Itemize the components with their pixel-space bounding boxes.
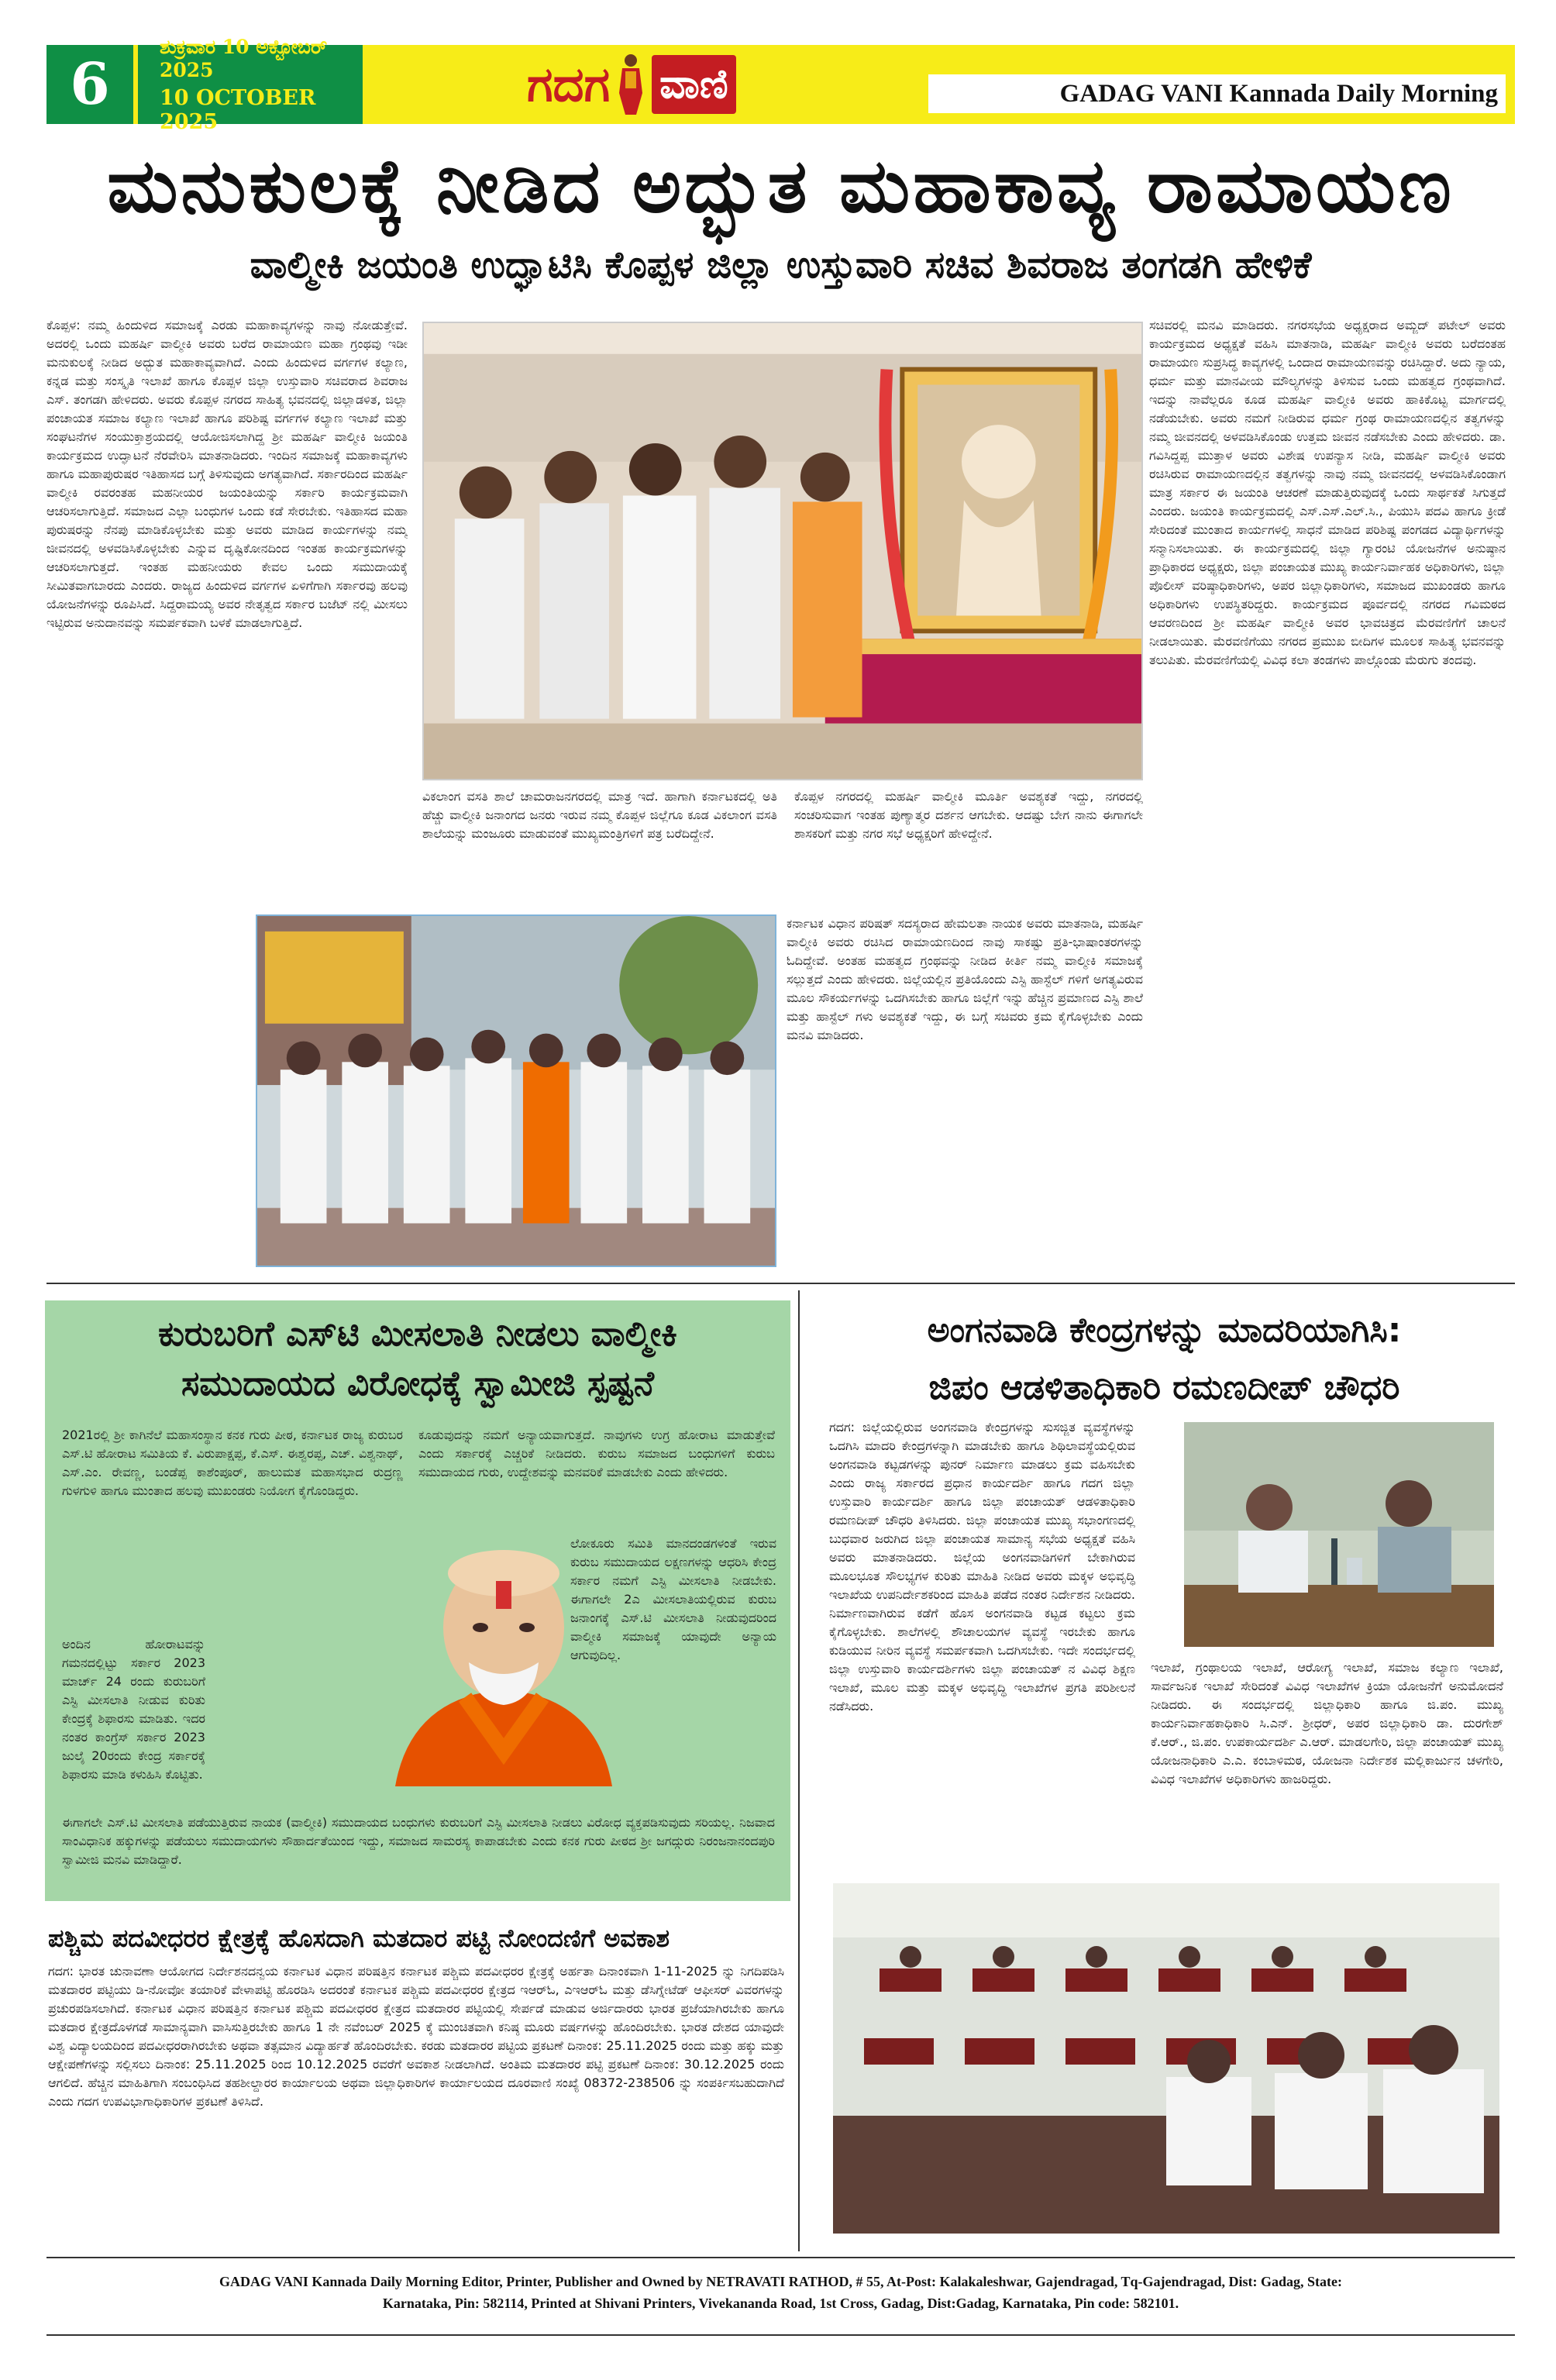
date-english: 10 OCTOBER 2025: [160, 85, 316, 134]
date-kannada: ಶುಕ್ರವಾರ 10 ಅಕ್ಟೋಬರ್ 2025: [160, 35, 328, 81]
logo-vani-text: ವಾಣಿ: [652, 55, 736, 114]
lead-column-5: [787, 914, 1143, 1271]
st-body-2: ಕೂಡುವುದನ್ನು ನಮಗೆ ಅನ್ಯಾಯವಾಗುತ್ತದೆ. ನಾವುಗಳು ಉಗ್ರ ಹೋರಾಟ ಮಾಡುತ್ತೇವೆ ಎಂದು ಸರ್ಕಾರಕ್ಕೆ ಎಚ್ಚರಿಕೆ ನೀಡಿದರು. ಕುರುಬ ಸಮಾಜದ ಬಂಧುಗಳಿಗೆ ಕುರುಬ ಸಮುದಾಯದ ಗುರು, ಉದ್ದೇಶವನ್ನು ಮನವರಿಕೆ ಮಾಡಬೇಕು ಎಂದು ಹೇಳಿದರು.: [418, 1428, 775, 1479]
lead-column-3-text: ಕೊಪ್ಪಳ ನಗರದಲ್ಲಿ ಮಹರ್ಷಿ ವಾಲ್ಮೀಕಿ ಮೂರ್ತಿ ಅವಶ್ಯಕತೆ ಇದ್ದು, ನಗರದಲ್ಲಿ ಸಂಚರಿಸುವಾಗ ಇಂತಹ ಪುಣ್ಯಾತ್ಮರ ದರ್ಶನ ಆಗಬೇಕು. ಆದಷ್ಟು ಬೇಗ ನಾನು ಈಗಾಗಲೇ ಶಾಸಕರಿಗೆ ಮತ್ತು ನಗರ ಸಭೆ ಅಧ್ಯಕ್ಷರಿಗೆ ಹೇಳಿದ್ದೇನೆ.: [794, 789, 1143, 841]
voter-list-headline: ಪಶ್ಚಿಮ ಪದವೀಧರರ ಕ್ಷೇತ್ರಕ್ಕೆ ಹೊಸದಾಗಿ ಮತದಾರ ಪಟ್ಟಿ ನೋಂದಣಿಗೆ ಅವಕಾಶ: [48, 1924, 670, 1953]
horseman-figure-icon: [613, 53, 649, 116]
anganwadi-body-1: ಗದಗ: ಜಿಲ್ಲೆಯಲ್ಲಿರುವ ಅಂಗನವಾಡಿ ಕೇಂದ್ರಗಳನ್ನು ಸುಸಜ್ಜಿತ ವ್ಯವಸ್ಥೆಗಳನ್ನು ಒದಗಿಸಿ ಮಾದರಿ ಕೇಂದ್ರಗಳನ್ನಾಗಿ ಮಾಡಬೇಕು ಹಾಗೂ ಶಿಥಿಲಾವಸ್ಥೆಯಲ್ಲಿರುವ ಅಂಗನವಾಡಿ ಕಟ್ಟಡಗಳನ್ನು ಪುನರ್ ನಿರ್ಮಾಣ ಮಾಡಲು ಕ್ರಮ ವಹಿಸಬೇಕು ಎಂದು ರಾಜ್ಯ ಸರ್ಕಾರದ ಪ್ರಧಾನ ಕಾರ್ಯದರ್ಶಿ ಹಾಗೂ ಗದಗ ಜಿಲ್ಲಾ ಉಸ್ತುವಾರಿ ಕಾರ್ಯದರ್ಶಿ ಹಾಗೂ ಜಿಲ್ಲಾ ಪಂಚಾಯತ್ ಆಡಳಿತಾಧಿಕಾರಿ ರಮಣದೀಪ್ ಚೌಧರಿ ತಿಳಿಸಿದರು. ಜಿಲ್ಲಾ ಪಂಚಾಯತ ಮುಖ್ಯ ಸಭಾಂಗಣದಲ್ಲಿ ಬುಧವಾರ ಜರುಗಿದ ಜಿಲ್ಲಾ ಪಂಚಾಯತ ಸಾಮಾನ್ಯ ಸಭೆಯ ಅಧ್ಯಕ್ಷತೆ ವಹಿಸಿ ಅವರು ಮಾತನಾಡಿದರು. ಜಿಲ್ಲೆಯ ಅಂಗನವಾಡಿಗಳಿಗೆ ಬೇಕಾಗಿರುವ ಮೂಲಭೂತ ಸೌಲಭ್ಯಗಳ ಕುರಿತು ಮಾಹಿತಿ ನೀಡಿದ ಅವರು ಮಕ್ಕಳ ಅಭಿವೃದ್ಧಿ ಇಲಾಖೆಯ ಉಪನಿರ್ದೇಶಕರಿಂದ ಮಾಹಿತಿ ಪಡೆದ ನಂತರ ನಿರ್ದೇಶನ ನೀಡಿದರು. ನಿರ್ಮಾಣವಾಗಿರುವ ಕಡೆಗೆ ಹೊಸ ಅಂಗನವಾಡಿ ಕಟ್ಟಡ ಕಟ್ಟಲು ಕ್ರಮ ಕೈಗೊಳ್ಳಬೇಕು. ಶಾಲೆಗಳಲ್ಲಿ ಶೌಚಾಲಯಗಳ ವ್ಯವಸ್ಥೆ ಇರಬೇಕು ಹಾಗೂ ಕುಡಿಯುವ ನೀರಿನ ವ್ಯವಸ್ಥೆ ಸಮರ್ಪಕವಾಗಿ ಒದಗಿಸಬೇಕು. ಇದೇ ಸಂದರ್ಭದಲ್ಲಿ ಜಿಲ್ಲಾ ಉಸ್ತುವಾರಿ ಕಾರ್ಯದರ್ಶಿಗಳು ಜಿಲ್ಲಾ ಪಂಚಾಯತ್ ನ ವಿವಿಧ ಶಿಕ್ಷಣ ಇಲಾಖೆ, ಮೂಲ ಮತ್ತು ಮಕ್ಕಳ ಅಭಿವೃದ್ಧಿ ಇಲಾಖೆಗಳ ಪ್ರಗತಿ ಪರಿಶೀಲನೆ ನಡೆಸಿದರು.: [829, 1420, 1135, 1714]
st-body-1: 2021ರಲ್ಲಿ ಶ್ರೀ ಕಾಗಿನೆಲೆ ಮಹಾಸಂಸ್ಥಾನ ಕನಕ ಗುರು ಪೀಠ, ಕರ್ನಾಟಕ ರಾಜ್ಯ ಕುರುಬರ ಎಸ್.ಟಿ ಹೋರಾಟ ಸಮಿತಿಯ ಕೆ. ವಿರುಪಾಕ್ಷಪ್ಪ, ಕೆ.ಎಸ್. ಈಶ್ವರಪ್ಪ, ಎಚ್. ವಿಶ್ವನಾಥ್, ಎಸ್.ಎಂ. ರೇವಣ್ಣ, ಬಂಡೆಪ್ಪ ಕಾಶೆಂಪೂರ್, ಹಾಲುಮತ ಮಹಾಸಭಾದ ರುದ್ರಣ್ಣ ಗುಳಗುಳಿ ಹಾಗೂ ಮುಂತಾದ ಹಲವು ಮುಖಂಡರು ನಿಯೋಗ ಕೈಗೊಂಡಿದ್ದರು.: [62, 1428, 403, 1498]
st-headline-line-1: ಕುರುಬರಿಗೆ ಎಸ್‌ಟಿ ಮೀಸಲಾತಿ ನೀಡಲು ವಾಲ್ಮೀಕಿ: [158, 1314, 677, 1354]
newspaper-logo: [527, 46, 806, 122]
lead-column-3: [794, 787, 1143, 913]
column-divider: [798, 1290, 800, 2251]
date-box: [138, 35, 363, 134]
officials-meeting-photo: [1184, 1422, 1494, 1647]
lead-column-1: [46, 316, 408, 913]
lead-column-2: [422, 787, 777, 913]
imprint-line-2: Karnataka, Pin: 582114, Printed at Shivani Printers, Vivekananda Road, 1st Cross, Gadag, Dist:Gadag, Karnataka, Pin code: 582101.: [382, 2296, 1179, 2311]
paper-name: GADAG VANI Kannada Daily Morning: [928, 74, 1506, 113]
lead-column-4-text: ಸಚಿವರಲ್ಲಿ ಮನವಿ ಮಾಡಿದರು. ನಗರಸಭೆಯ ಅಧ್ಯಕ್ಷರಾದ ಅಮ್ಜದ್ ಪಟೇಲ್ ಅವರು ಕಾರ್ಯಕ್ರಮದ ಅಧ್ಯಕ್ಷತೆ ವಹಿಸಿ ಮಾತನಾಡಿ, ಮಹರ್ಷಿ ವಾಲ್ಮೀಕಿ ಅವರು ಬರೆದಂತಹ ರಾಮಾಯಣ ಸುಪ್ರಸಿದ್ಧ ಕಾವ್ಯಗಳಲ್ಲಿ ಒಂದಾದ ರಾಮಾಯಣವನ್ನು ರಚಿಸಿದ್ದಾರೆ. ಅದು ನ್ಯಾಯ, ಧರ್ಮ ಮತ್ತು ಮಾನವೀಯ ಮೌಲ್ಯಗಳನ್ನು ತಿಳಿಸುವ ಒಂದು ಮಹತ್ವದ ಗ್ರಂಥವಾಗಿದೆ. ಇದನ್ನು ನಾವೆಲ್ಲರೂ ಕೂಡ ಮಹರ್ಷಿ ವಾಲ್ಮೀಕಿ ಅವರು ಹಾಕಿಕೊಟ್ಟ ಮಾರ್ಗದಲ್ಲಿ ನಡೆಯಬೇಕು. ಅವರು ನಮಗೆ ನೀಡಿರುವ ಧರ್ಮ ಗ್ರಂಥ ರಾಮಾಯಣದಲ್ಲಿನ ತತ್ವಗಳನ್ನು ನಮ್ಮ ಜೀವನದಲ್ಲಿ ಅಳವಡಿಸಿಕೊಂಡು ಉತ್ತಮ ಜೀವನ ನಡೆಸಬೇಕು ಎಂದು ಹೇಳಿದರು. ಡಾ. ಗವಿಸಿದ್ದಪ್ಪ ಮುತ್ತಾಳ ಅವರು ವಿಶೇಷ ಉಪನ್ಯಾಸ ನೀಡಿ, ಮಹರ್ಷಿ ವಾಲ್ಮೀಕಿ ಅವರು ರಚಿಸಿರುವ ರಾಮಾಯಣದಲ್ಲಿನ ತತ್ವಗಳನ್ನು ನಾವು ನಮ್ಮ ಜೀವನದಲ್ಲಿ ಅಳವಡಿಸಿಕೊಂಡಾಗ ಮಾತ್ರ ಸರ್ಕಾರ ಈ ಜಯಂತಿ ಆಚರಣೆ ಮಾಡುತ್ತಿರುವುದಕ್ಕೆ ಒಂದು ಸಾರ್ಥಕತೆ ಸಿಗುತ್ತದೆ ಎಂದರು. ಜಯಂತಿ ಕಾರ್ಯಕ್ರಮದಲ್ಲಿ ಎಸ್.ಎಸ್.ಎಲ್.ಸಿ., ಪಿಯುಸಿ ಪದವಿ ಹಾಗೂ ಕ್ರೀಡೆ ಸೇರಿದಂತೆ ಮುಂತಾದ ಕಾರ್ಯಗಳಲ್ಲಿ ಸಾಧನೆ ಮಾಡಿದ ಪರಿಶಿಷ್ಟ ಪಂಗಡದ ವಿದ್ಯಾರ್ಥಿಗಳನ್ನು ಸನ್ಮಾನಿಸಲಾಯಿತು. ಈ ಕಾರ್ಯಕ್ರಮದಲ್ಲಿ ಜಿಲ್ಲಾ ಗ್ಯಾರಂಟಿ ಯೋಜನೆಗಳ ಅನುಷ್ಠಾನ ಪ್ರಾಧಿಕಾರದ ಅಧ್ಯಕ್ಷರು, ಜಿಲ್ಲಾ ಪಂಚಾಯತ ಮುಖ್ಯ ಕಾರ್ಯನಿರ್ವಾಹಕ ಅಧಿಕಾರಿಗಳು, ಜಿಲ್ಲಾ ಪೊಲೀಸ್ ವರಿಷ್ಠಾಧಿಕಾರಿಗಳು, ಅಪರ ಜಿಲ್ಲಾಧಿಕಾರಿಗಳು, ಸಮಾಜದ ಮುಖಂಡರು ಹಾಗೂ ಅಧಿಕಾರಿಗಳು ಉಪಸ್ಥಿತರಿದ್ದರು. ಕಾರ್ಯಕ್ರಮದ ಪೂರ್ವದಲ್ಲಿ ನಗರದ ಗವಿಮಠದ ಆವರಣದಿಂದ ಶ್ರೀ ಮಹರ್ಷಿ ವಾಲ್ಮೀಕಿ ಅವರ ಭಾವಚಿತ್ರದ ಮೆರವಣಿಗೆಗೆ ಚಾಲನೆ ನೀಡಲಾಯಿತು. ಮೆರವಣಿಗೆಯು ನಗರದ ಪ್ರಮುಖ ಬೀದಿಗಳ ಮೂಲಕ ಸಾಹಿತ್ಯ ಭವನವನ್ನು ತಲುಪಿತು. ಮೆರವಣಿಗೆಯಲ್ಲಿ ವಿವಿಧ ಕಲಾ ತಂಡಗಳು ಪಾಲ್ಗೊಂಡು ಮೆರುಗು ತಂದವು.: [1149, 318, 1506, 667]
anganwadi-headline-line-1: ಅಂಗನವಾಡಿ ಕೇಂದ್ರಗಳನ್ನು ಮಾದರಿಯಾಗಿಸಿ:: [927, 1311, 1402, 1350]
lead-subheadline: ವಾಲ್ಮೀಕಿ ಜಯಂತಿ ಉದ್ಘಾಟಿಸಿ ಕೊಪ್ಪಳ ಜಿಲ್ಲಾ ಉಸ್ತುವಾರಿ ಸಚಿವ ಶಿವರಾಜ ತಂಗಡಗಿ ಹೇಳಿಕೆ: [250, 243, 1312, 287]
anganwadi-body-2: ಇಲಾಖೆ, ಗ್ರಂಥಾಲಯ ಇಲಾಖೆ, ಆರೋಗ್ಯ ಇಲಾಖೆ, ಸಮಾಜ ಕಲ್ಯಾಣ ಇಲಾಖೆ, ಸಾರ್ವಜನಿಕ ಇಲಾಖೆ ಸೇರಿದಂತೆ ವಿವಿಧ ಇಲಾಖೆಗಳ ಕ್ರಿಯಾ ಯೋಜನೆಗೆ ಅನುಮೋದನೆ ನೀಡಿದರು. ಈ ಸಂದರ್ಭದಲ್ಲಿ ಜಿಲ್ಲಾಧಿಕಾರಿ ಹಾಗೂ ಜಿ.ಪಂ. ಮುಖ್ಯ ಕಾರ್ಯನಿರ್ವಾಹಕಾಧಿಕಾರಿ ಸಿ.ಎನ್. ಶ್ರೀಧರ್, ಅಪರ ಜಿಲ್ಲಾಧಿಕಾರಿ ಡಾ. ದುರಗೇಶ್ ಕೆ.ಆರ್., ಜಿ.ಪಂ. ಉಪಕಾರ್ಯದರ್ಶಿ ಎ.ಆರ್. ಮಾಡಲಗೇರಿ, ಜಿಲ್ಲಾ ಪಂಚಾಯತ್ ಮುಖ್ಯ ಯೋಜನಾಧಿಕಾರಿ ಎ.ಎ. ಕಂಬಾಳಿಮಠ, ಯೋಜನಾ ನಿರ್ದೇಶಕ ಮಲ್ಲಿಕಾರ್ಜುನ ಚಳಗೇರಿ, ವಿವಿಧ ಇಲಾಖೆಗಳ ಅಧಿಕಾರಿಗಳು ಹಾಜರಿದ್ದರು.: [1151, 1660, 1503, 1786]
st-body-4: ಲೋಕೂರು ಸಮಿತಿ ಮಾನದಂಡಗಳಂತೆ ಇರುವ ಕುರುಬ ಸಮುದಾಯದ ಲಕ್ಷಣಗಳನ್ನು ಆಧರಿಸಿ ಕೇಂದ್ರ ಸರ್ಕಾರ ನಮಗೆ ಎಸ್ಟಿ ಮೀಸಲಾತಿ ನೀಡಬೇಕು. ಈಗಾಗಲೇ 2ಎ ಮೀಸಲಾತಿಯಲ್ಲಿರುವ ಕುರುಬ ಜನಾಂಗಕ್ಕೆ ಎಸ್.ಟಿ ಮೀಸಲಾತಿ ನೀಡುವುದರಿಂದ ವಾಲ್ಮೀಕಿ ಸಮಾಜಕ್ಕೆ ಯಾವುದೇ ಅನ್ಯಾಯ ಆಗುವುದಿಲ್ಲ.: [570, 1536, 776, 1662]
valmiki-portrait-photo: [422, 322, 1143, 780]
st-reservation-headline: [45, 1310, 790, 1409]
anganwadi-headline-line-2: ಜಿಪಂ ಆಡಳಿತಾಧಿಕಾರಿ ರಮಣದೀಪ್ ಚೌಧರಿ: [928, 1368, 1400, 1407]
st-headline-line-2: ಸಮುದಾಯದ ವಿರೋಧಕ್ಕೆ ಸ್ವಾಮೀಜಿ ಸ್ಪಷ್ಟನೆ: [181, 1364, 655, 1404]
footer-divider-bottom: [46, 2334, 1515, 2336]
lead-column-5-text: ಕರ್ನಾಟಕ ವಿಧಾನ ಪರಿಷತ್ ಸದಸ್ಯರಾದ ಹೇಮಲತಾ ನಾಯಕ ಅವರು ಮಾತನಾಡಿ, ಮಹರ್ಷಿ ವಾಲ್ಮೀಕಿ ಅವರು ರಚಿಸಿದ ರಾಮಾಯಣದಿಂದ ನಾವು ಸಾಕಷ್ಟು ಪ್ರತಿ-ಭಾಷಾಂತರಗಳನ್ನು ಓದಿದ್ದೇವೆ. ಅಂತಹ ಮಹತ್ವದ ಗ್ರಂಥವನ್ನು ನೀಡಿದ ಕೀರ್ತಿ ನಮ್ಮ ವಾಲ್ಮೀಕಿ ಸಮಾಜಕ್ಕೆ ಸಲ್ಲುತ್ತದೆ ಎಂದು ಹೇಳಿದರು. ಜಿಲ್ಲೆಯಲ್ಲಿನ ಪ್ರತಿಯೊಂದು ಎಸ್ಟಿ ಹಾಸ್ಟೆಲ್ ಗಳಿಗೆ ಅಗತ್ಯವಿರುವ ಮೂಲ ಸೌಕರ್ಯಗಳನ್ನು ಒದಗಿಸಬೇಕು ಹಾಗೂ ಜಿಲ್ಲೆಗೆ ಇನ್ನು ಹೆಚ್ಚಿನ ಪ್ರಮಾಣದ ಎಸ್ಟಿ ಶಾಲೆ ಮತ್ತು ಹಾಸ್ಟೆಲ್ ಗಳು ಅವಶ್ಯಕತೆ ಇದ್ದು, ಈ ಬಗ್ಗೆ ಸಚಿವರು ಕ್ರಮ ಕೈಗೊಳ್ಳಬೇಕು ಎಂದು ಮನವಿ ಮಾಡಿದರು.: [787, 916, 1143, 1042]
lead-column-4: [1149, 316, 1506, 1271]
imprint-footer: [46, 2271, 1515, 2314]
page-number: 6: [46, 45, 133, 124]
voter-list-body: ಗದಗ: ಭಾರತ ಚುನಾವಣಾ ಆಯೋಗದ ನಿರ್ದೇಶನದನ್ವಯ ಕರ್ನಾಟಕ ವಿಧಾನ ಪರಿಷತ್ತಿನ ಕರ್ನಾಟಕ ಪಶ್ಚಿಮ ಪದವೀಧರರ ಕ್ಷೇತ್ರಕ್ಕೆ ಅರ್ಹತಾ ದಿನಾಂಕವಾಗಿ 1-11-2025 ನ್ನು ನಿಗದಿಪಡಿಸಿ ಮತದಾರರ ಪಟ್ಟಿಯು ಡಿ-ನೋವೋ ತಯಾರಿಕೆ ವೇಳಾಪಟ್ಟಿ ಹೊರಡಿಸಿ ಅದರಂತೆ ಕರ್ನಾಟಕ ಪಶ್ಚಿಮ ಪದವೀಧರರ ಕ್ಷೇತ್ರದ ಇಆರ್‌ಓ, ಎಇಆರ್‌ಓ ಮತ್ತು ಡೆಸಿಗ್ನೇಟೆಡ್ ಆಫೀಸರ್ ವಿವರಗಳನ್ನು ಪ್ರಚುರಪಡಿಸಲಾಗಿದೆ. ಕರ್ನಾಟಕ ವಿಧಾನ ಪರಿಷತ್ತಿನ ಕರ್ನಾಟಕ ಪಶ್ಚಿಮ ಪದವೀಧರರ ಕ್ಷೇತ್ರದ ಮತದಾರರ ಪಟ್ಟಿಯಲ್ಲಿ ಸೇರ್ಪಡೆ ಮಾಡುವ ಅರ್ಜಿದಾರರು ಭಾರತ ಪ್ರಜೆಯಾಗಿರಬೇಕು ಹಾಗೂ ಮತದಾರ ಕ್ಷೇತ್ರದೊಳಗಡೆ ಸಾಮಾನ್ಯವಾಗಿ ವಾಸಿಸುತ್ತಿರಬೇಕು ಹಾಗೂ 1 ನೇ ನವೆಂಬರ್ 2025 ಕ್ಕೆ ಮುಂಚಿತವಾಗಿ ಕನಿಷ್ಠ ಮೂರು ವರ್ಷಗಳನ್ನು ಹೊಂದಿರಬೇಕು. ಭಾರತ ದೇಶದ ಯಾವುದೇ ವಿಶ್ವ ವಿದ್ಯಾಲಯದಿಂದ ಪದವೀಧರರಾಗಿರಬೇಕು ಅಥವಾ ತತ್ಸಮಾನ ವಿದ್ಯಾರ್ಹತೆ ಹೊಂದಿರಬೇಕು. ಕರಡು ಮತದಾರರ ಪಟ್ಟಿಯ ಪ್ರಕಟಣೆ ದಿನಾಂಕ: 25.11.2025 ರಂದು ಮತ್ತು ಹಕ್ಕು ಮತ್ತು ಆಕ್ಷೇಪಣೆಗಳನ್ನು ಸಲ್ಲಿಸಲು ದಿನಾಂಕ: 25.11.2025 ರಿಂದ 10.12.2025 ರವರೆಗೆ ಅವಕಾಶ ನೀಡಲಾಗಿದೆ. ಅಂತಿಮ ಮತದಾರರ ಪಟ್ಟಿ ಪ್ರಕಟಣೆ ದಿನಾಂಕ: 30.12.2025 ರಂದು ಆಗಲಿದೆ. ಹೆಚ್ಚಿನ ಮಾಹಿತಿಗಾಗಿ ಸಂಬಂಧಿಸಿದ ತಹಶೀಲ್ದಾರರ ಕಾರ್ಯಾಲಯ ಅಥವಾ ಜಿಲ್ಲಾಧಿಕಾರಿಗಳ ಕಾರ್ಯಾಲಯದ ದೂರವಾಣಿ ಸಂಖ್ಯೆ 08372-238506 ನ್ನು ಸಂಪರ್ಕಿಸಬಹುದಾಗಿದೆ ಎಂದು ಗದಗ ಉಪವಿಭಾಗಾಧಿಕಾರಿಗಳ ಪ್ರಕಟಣೆ ತಿಳಿಸಿದೆ.: [48, 1964, 784, 2109]
imprint-line-1: GADAG VANI Kannada Daily Morning Editor, Printer, Publisher and Owned by NETRAVATI RATHOD, # 55, At-Post: Kalakaleshwar, Gajendragad, Tq-Gajendragad, Dist: Gadag, State:: [219, 2274, 1343, 2289]
lead-headline: ಮನುಕುಲಕ್ಕೆ ನೀಡಿದ ಅದ್ಭುತ ಮಹಾಕಾವ್ಯ ರಾಮಾಯಣ: [107, 143, 1454, 229]
zp-meeting-hall-photo: [833, 1883, 1499, 2234]
procession-group-photo: [256, 914, 776, 1267]
st-body-5: ಈಗಾಗಲೇ ಎಸ್.ಟಿ ಮೀಸಲಾತಿ ಪಡೆಯುತ್ತಿರುವ ನಾಯಕ (ವಾಲ್ಮೀಕಿ) ಸಮುದಾಯದ ಬಂಧುಗಳು ಕುರುಬರಿಗೆ ಎಸ್ಟಿ ಮೀಸಲಾತಿ ನೀಡಲು ವಿರೋಧ ವ್ಯಕ್ತಪಡಿಸುವುದು ಸರಿಯಲ್ಲ. ನಿಜವಾದ ಸಾಂವಿಧಾನಿಕ ಹಕ್ಕುಗಳನ್ನು ಪಡೆಯಲು ಸಮುದಾಯಗಳು ಸೌಹಾರ್ದತೆಯಿಂದ ಇದ್ದು, ಸಮಾಜದ ಸಾಮರಸ್ಯ ಕಾಪಾಡಬೇಕು ಎಂದು ಕನಕ ಗುರು ಪೀಠದ ಶ್ರೀ ಜಗದ್ಗುರು ನಿರಂಜನಾನಂದಪುರಿ ಸ್ವಾಮೀಜಿ ಮನವಿ ಮಾಡಿದ್ದಾರೆ.: [62, 1815, 775, 1867]
footer-divider-top: [46, 2257, 1515, 2258]
logo-gadaga-text: ಗದಗ: [527, 56, 611, 112]
lead-column-2-text: ವಿಕಲಾಂಗ ವಸತಿ ಶಾಲೆ ಚಾಮರಾಜನಗರದಲ್ಲಿ ಮಾತ್ರ ಇದೆ. ಹಾಗಾಗಿ ಕರ್ನಾಟಕದಲ್ಲಿ ಅತಿ ಹೆಚ್ಚು ವಾಲ್ಮೀಕಿ ಜನಾಂಗದ ಜನರು ಇರುವ ನಮ್ಮ ಕೊಪ್ಪಳ ಜಿಲ್ಲೆಗೂ ಕೂಡ ವಿಕಲಾಂಗ ವಸತಿ ಶಾಲೆಯನ್ನು ಮಂಜೂರು ಮಾಡುವಂತೆ ಮುಖ್ಯಮಂತ್ರಿಗಳಿಗೆ ಪತ್ರ ಬರೆದಿದ್ದೇನೆ.: [422, 789, 777, 841]
lead-column-1-text: ಕೊಪ್ಪಳ: ನಮ್ಮ ಹಿಂದುಳಿದ ಸಮಾಜಕ್ಕೆ ಎರಡು ಮಹಾಕಾವ್ಯಗಳನ್ನು ನಾವು ನೋಡುತ್ತೇವೆ. ಅದರಲ್ಲಿ ಒಂದು ಮಹರ್ಷಿ ವಾಲ್ಮೀಕಿ ಅವರು ಬರೆದ ರಾಮಾಯಣ ಮಹಾ ಗ್ರಂಥವು ಇಡೀ ಮನುಕುಲಕ್ಕೆ ನೀಡಿದ ಅದ್ಭುತ ಮಹಾಕಾವ್ಯವಾಗಿದೆ. ಎಂದು ಹಿಂದುಳಿದ ವರ್ಗಗಳ ಕಲ್ಯಾಣ, ಕನ್ನಡ ಮತ್ತು ಸಂಸ್ಕೃತಿ ಇಲಾಖೆ ಹಾಗೂ ಕೊಪ್ಪಳ ಜಿಲ್ಲಾ ಉಸ್ತುವಾರಿ ಸಚಿವರಾದ ಶಿವರಾಜ ಎಸ್. ತಂಗಡಗಿ ಹೇಳಿದರು. ಅವರು ಕೊಪ್ಪಳ ನಗರದ ಸಾಹಿತ್ಯ ಭವನದಲ್ಲಿ ಜಿಲ್ಲಾಡಳಿತ, ಜಿಲ್ಲಾ ಪಂಚಾಯತ ಸಮಾಜ ಕಲ್ಯಾಣ ಇಲಾಖೆ ಹಾಗೂ ಪರಿಶಿಷ್ಟ ವರ್ಗಗಳ ಕಲ್ಯಾಣ ಇಲಾಖೆ ಮತ್ತು ಸಂಘಟನೆಗಳ ಸಂಯುಕ್ತಾಶ್ರಯದಲ್ಲಿ ಆಯೋಜಿಸಲಾಗಿದ್ದ ಶ್ರೀ ಮಹರ್ಷಿ ವಾಲ್ಮೀಕಿ ಜಯಂತಿ ಕಾರ್ಯಕ್ರಮದ ಉದ್ಘಾಟನೆ ನೆರವೇರಿಸಿ ಮಾತನಾಡಿದರು. ಇಂದಿನ ಸಮಾಜಕ್ಕೆ ಮಹಾಕಾವ್ಯಗಳು ಹಾಗೂ ಮಹಾಪುರುಷರ ಇತಿಹಾಸದ ಬಗ್ಗೆ ತಿಳಿಸುವುದು ಅಗತ್ಯವಾಗಿದೆ. ಸರ್ಕಾರದಿಂದ ಮಹರ್ಷಿ ವಾಲ್ಮೀಕಿ ರವರಂತಹ ಮಹನೀಯರ ಜಯಂತಿಯನ್ನು ಸರ್ಕಾರಿ ಕಾರ್ಯಕ್ರಮವಾಗಿ ಆಚರಿಸಲಾಗುತ್ತಿದೆ. ಸಮಾಜದ ಎಲ್ಲಾ ಬಂಧುಗಳ ಒಂದು ಕಡೆ ಸೇರಬೇಕು. ಇತಿಹಾಸದ ಮಹಾ ಪುರುಷರನ್ನು ನೆನಪು ಮಾಡಿಕೊಳ್ಳಬೇಕು ಮತ್ತು ಅವರು ಮಾಡಿದ ಕಾರ್ಯಗಳನ್ನು ನಮ್ಮ ಜೀವನದಲ್ಲಿ ಅಳವಡಿಸಿಕೊಳ್ಳಬೇಕು ಎನ್ನುವ ದೃಷ್ಟಿಕೋನದಿಂದ ಇಂತಹ ಕಾರ್ಯಕ್ರಮಗಳನ್ನು ಆಚರಿಸಲಾಗುತ್ತದೆ. ಇಂತಹ ಮಹನೀಯರು ಕೇವಲ ಒಂದು ಸಮುದಾಯಕ್ಕೆ ಸೀಮಿತವಾಗಬಾರದು ಎಂದರು. ರಾಜ್ಯದ ಹಿಂದುಳಿದ ವರ್ಗಗಳ ಏಳಿಗೆಗಾಗಿ ಸರ್ಕಾರವು ಹಲವು ಯೋಜನೆಗಳನ್ನು ರೂಪಿಸಿದೆ. ಸಿದ್ದರಾಮಯ್ಯ ಅವರ ನೇತೃತ್ವದ ಸರ್ಕಾರ ಬಜೆಟ್ ನಲ್ಲಿ ಮೀಸಲು ಇಟ್ಟಿರುವ ಅನುದಾನವನ್ನು ಸಮರ್ಪಕವಾಗಿ ಬಳಕೆ ಮಾಡಲಾಗುತ್ತಿದೆ.: [46, 318, 408, 630]
st-body-3: ಅಂದಿನ ಹೋರಾಟವನ್ನು ಗಮನದಲ್ಲಿಟ್ಟು ಸರ್ಕಾರ 2023 ಮಾರ್ಚ್ 24 ರಂದು ಕುರುಬರಿಗೆ ಎಸ್ಟಿ ಮೀಸಲಾತಿ ನೀಡುವ ಕುರಿತು ಕೇಂದ್ರಕ್ಕೆ ಶಿಫಾರಸು ಮಾಡಿತು. ಇದರ ನಂತರ ಕಾಂಗ್ರೆಸ್ ಸರ್ಕಾರ 2023 ಜುಲೈ 20ರಂದು ಕೇಂದ್ರ ಸರ್ಕಾರಕ್ಕೆ ಶಿಫಾರಸು ಮಾಡಿ ಕಳುಹಿಸಿ ಕೊಟ್ಟಿತು.: [62, 1637, 205, 1782]
anganwadi-headline: [814, 1302, 1515, 1417]
section-divider: [46, 1283, 1515, 1284]
